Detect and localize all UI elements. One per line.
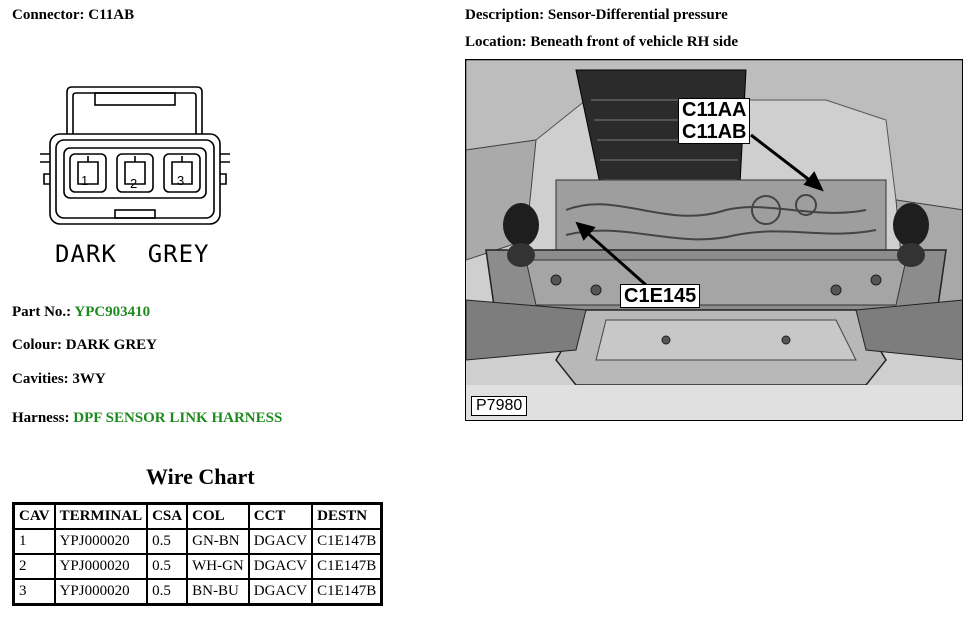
cell-destn: C1E147B [312, 529, 382, 554]
illustration-id: P7980 [471, 396, 527, 416]
callout-c11aa-c11ab [678, 98, 750, 144]
header-cav: CAV [14, 504, 55, 530]
wire-chart-title: Wire Chart [146, 464, 255, 489]
callout-c11aa: C11AA [682, 99, 747, 121]
cell-col: WH-GN [187, 554, 249, 579]
cell-destn: C1E147B [312, 579, 382, 605]
colour-field [12, 337, 157, 354]
colour-value: DARK GREY [65, 337, 158, 353]
wire-chart-header-row [14, 504, 382, 530]
cavities-label: Cavities: [12, 371, 69, 387]
table-row [14, 529, 382, 554]
header-cct: CCT [249, 504, 312, 530]
colour-label: Colour: [12, 337, 62, 353]
cell-cct: DGACV [249, 554, 312, 579]
harness-field [12, 410, 282, 427]
description-label: Description: [465, 7, 545, 23]
header-csa: CSA [147, 504, 187, 530]
location-field [465, 34, 738, 51]
cell-terminal: YPJ000020 [55, 579, 148, 605]
cell-col: GN-BN [187, 529, 249, 554]
cell-cav: 2 [14, 554, 55, 579]
cell-csa: 0.5 [147, 579, 187, 605]
cavities-value: 3WY [72, 371, 106, 387]
cell-col: BN-BU [187, 579, 249, 605]
connector-value: C11AB [88, 7, 135, 23]
callout-c11ab: C11AB [682, 121, 747, 143]
part-no-field [12, 304, 150, 321]
location-label: Location: [465, 34, 527, 50]
cell-csa: 0.5 [147, 529, 187, 554]
cell-csa: 0.5 [147, 554, 187, 579]
harness-label: Harness: [12, 410, 70, 426]
table-row [14, 554, 382, 579]
connector-label: Connector: [12, 7, 85, 23]
cell-cct: DGACV [249, 529, 312, 554]
location-illustration [465, 59, 963, 421]
cavity-3-number: 3 [177, 173, 185, 188]
part-no-label: Part No.: [12, 304, 72, 320]
cell-destn: C1E147B [312, 554, 382, 579]
cell-cav: 1 [14, 529, 55, 554]
cavity-2-number: 2 [130, 176, 138, 191]
cavities-field [12, 371, 106, 388]
description-field [465, 7, 728, 24]
table-row [14, 579, 382, 605]
cell-terminal: YPJ000020 [55, 529, 148, 554]
header-destn: DESTN [312, 504, 382, 530]
cavity-1-number: 1 [81, 173, 89, 188]
connector-field [12, 7, 134, 24]
cell-cav: 3 [14, 579, 55, 605]
cell-terminal: YPJ000020 [55, 554, 148, 579]
cell-cct: DGACV [249, 579, 312, 605]
wire-chart-table [12, 502, 383, 606]
header-terminal: TERMINAL [55, 504, 148, 530]
connector-color-caption: DARK GREY [55, 240, 210, 268]
header-col: COL [187, 504, 249, 530]
location-value: Beneath front of vehicle RH side [530, 34, 739, 50]
description-value: Sensor-Differential pressure [547, 7, 728, 23]
part-no-link[interactable]: YPC903410 [74, 304, 151, 320]
harness-link[interactable]: DPF SENSOR LINK HARNESS [73, 410, 283, 426]
callout-c1e145: C1E145 [620, 284, 700, 308]
